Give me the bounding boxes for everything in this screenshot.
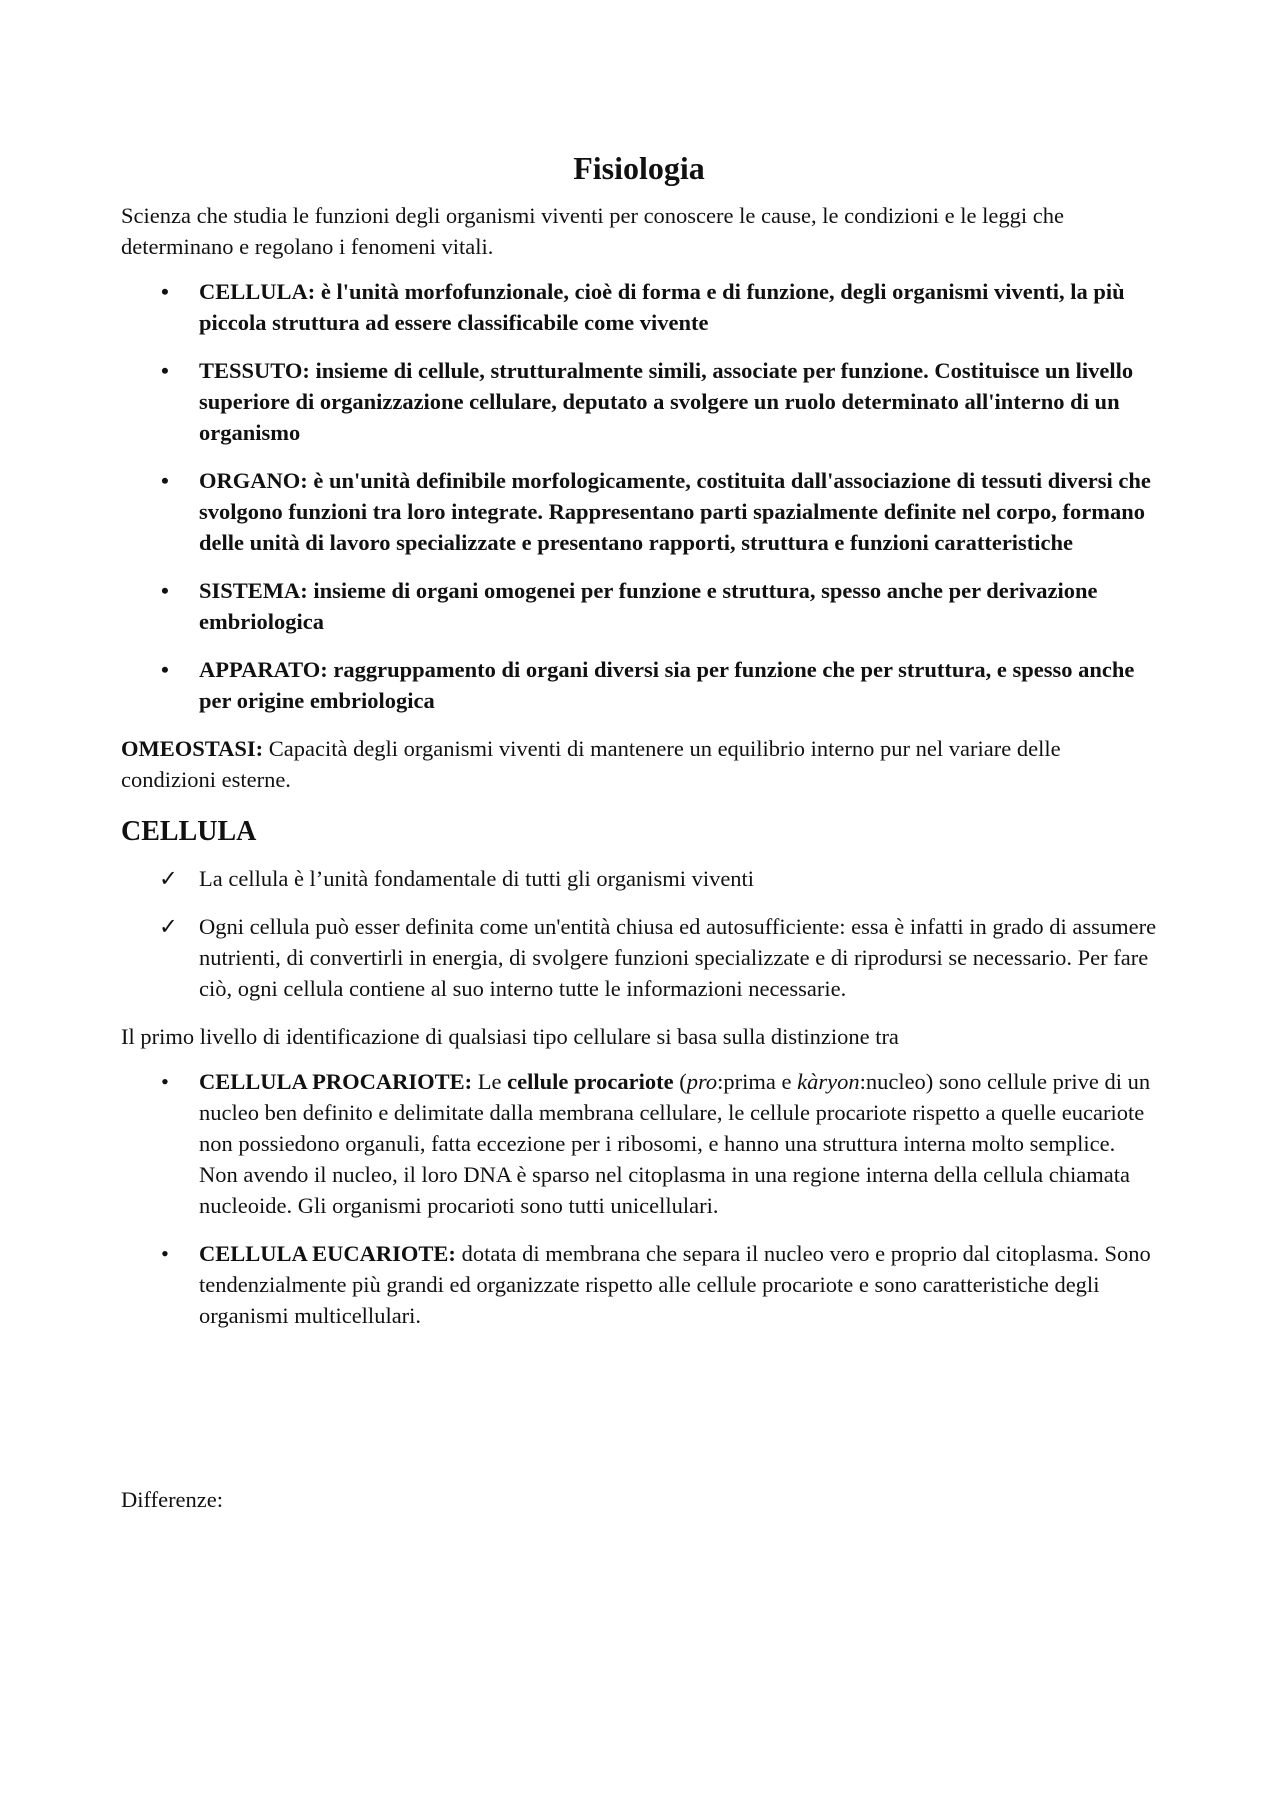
list-item: ✓ Ogni cellula può esser definita come un'entità chiusa ed autosufficiente: essa è infatti in grado di assumere nutrienti, di convertirli in energia, di svolgere funzioni specializzate e di riprodursi se necessario. Per fare ciò, ogni cellula contiene al suo interno tutte le informazioni necessarie. <box>121 911 1157 1004</box>
intro-paragraph: Scienza che studia le funzioni degli organismi viventi per conoscere le cause, le condizioni e le leggi che determinano e regolano i fenomeni vitali. <box>121 203 1064 259</box>
checkmark-icon: ✓ <box>159 866 178 891</box>
differenze-label: Differenze: <box>121 1487 224 1512</box>
cellula-checklist <box>121 863 1157 1004</box>
list-item: • ORGANO: è un'unità definibile morfologicamente, costituita dall'associazione di tessuti diversi che svolgono funzioni tra loro integrate. Rappresentano parti spazialmente definite nel corpo, formano delle unità di lavoro specializzate e presentano rapporti, struttura e funzioni caratteristiche <box>121 465 1157 558</box>
list-item: • TESSUTO: insieme di cellule, strutturalmente simili, associate per funzione. Costituisce un livello superiore di organizzazione cellulare, deputato a svolgere un ruolo determinato all'interno di un organismo <box>121 355 1157 448</box>
omeostasi-paragraph: OMEOSTASI: Capacità degli organismi viventi di mantenere un equilibrio interno pur nel variare delle condizioni esterne. <box>121 736 1061 792</box>
omeostasi-label: OMEOSTASI: <box>121 736 264 761</box>
bullet-icon: • <box>161 578 169 603</box>
spacer <box>121 1348 1157 1484</box>
list-item: • CELLULA EUCARIOTE: dotata di membrana che separa il nucleo vero e proprio dal citoplasma. Sono tendenzialmente più grandi ed organizzate rispetto alle cellule procariote e sono caratteristiche degli organismi multicellulari. <box>121 1238 1157 1331</box>
procariote-label: CELLULA PROCARIOTE: <box>199 1069 473 1094</box>
page-title: Fisiologia <box>573 150 705 186</box>
cell-types-list <box>121 1066 1157 1331</box>
bullet-icon: • <box>161 657 169 682</box>
list-item: • APPARATO: raggruppamento di organi diversi sia per funzione che per struttura, e spesso anche per origine embriologica <box>121 654 1157 716</box>
bullet-icon: • <box>161 1069 169 1094</box>
list-item: • SISTEMA: insieme di organi omogenei per funzione e struttura, spesso anche per derivazione embriologica <box>121 575 1157 637</box>
eucariote-label: CELLULA EUCARIOTE: <box>199 1241 456 1266</box>
bullet-icon: • <box>161 468 169 493</box>
document-page <box>121 148 1157 1529</box>
bullet-icon: • <box>161 1241 169 1266</box>
distinction-intro: Il primo livello di identificazione di qualsiasi tipo cellulare si basa sulla distinzione tra <box>121 1024 899 1049</box>
levels-list <box>121 276 1157 716</box>
bullet-icon: • <box>161 279 169 304</box>
list-item: ✓ La cellula è l’unità fondamentale di tutti gli organismi viventi <box>121 863 1157 894</box>
list-item: • CELLULA: è l'unità morfofunzionale, cioè di forma e di funzione, degli organismi viventi, la più piccola struttura ad essere classificabile come vivente <box>121 276 1157 338</box>
section-heading-cellula: CELLULA <box>121 816 257 847</box>
bullet-icon: • <box>161 358 169 383</box>
checkmark-icon: ✓ <box>159 914 178 939</box>
list-item: • CELLULA PROCARIOTE: Le cellule procariote (pro:prima e kàryon:nucleo) sono cellule prive di un nucleo ben definito e delimitate dalla membrana cellulare, le cellule procariote rispetto a quelle eucariote non possiedono organuli, fatta eccezione per i ribosomi, e hanno una struttura interna molto semplice. Non avendo il nucleo, il loro DNA è sparso nel citoplasma in una regione interna della cellula chiamata nucleoide. Gli organismi procarioti sono tutti unicellulari. <box>121 1066 1157 1221</box>
